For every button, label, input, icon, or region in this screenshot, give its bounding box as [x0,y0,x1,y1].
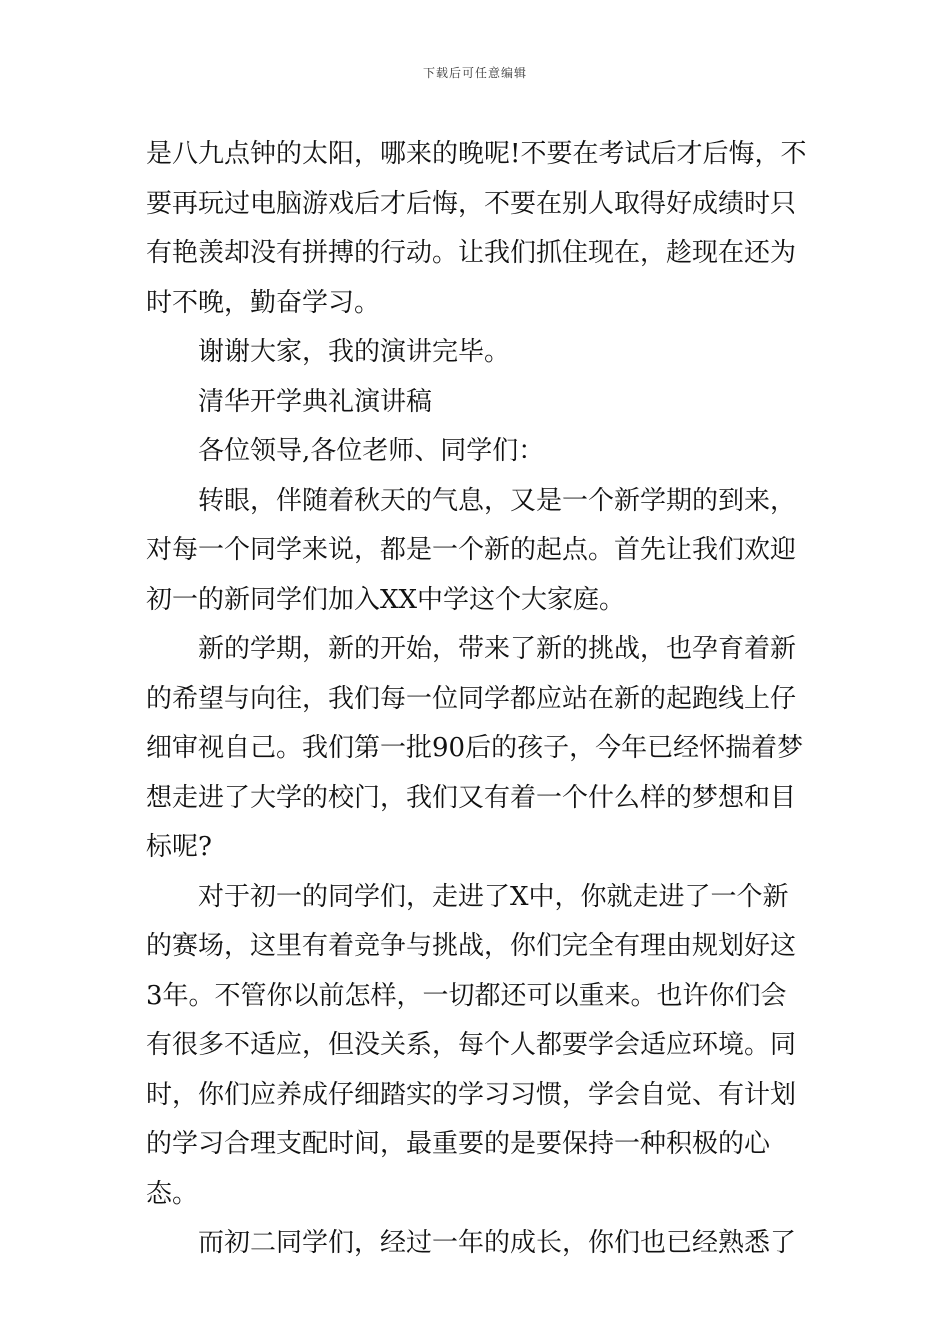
paragraph-2: 谢谢大家，我的演讲完毕。 [198,337,511,367]
document-body [146,130,810,1269]
paragraph-3-heading: 清华开学典礼演讲稿 [198,386,433,417]
paragraph-6: 新的学期，新的开始，带来了新的挑战，也孕育着新的希望与向往，我们每一位同学都应站在新的起跑线上仔细审视自己。我们第一批90后的孩子，今年已经怀揣着梦想走进了大学的校门，我们又有着一个什么样的梦想和目标呢? [146,634,804,862]
paragraph-1: 是八九点钟的太阳，哪来的晚呢!不要在考试后才后悔，不要再玩过电脑游戏后才后悔，不要在别人取得好成绩时只有艳羡却没有拼搏的行动。让我们抓住现在，趁现在还为时不晚，勤奋学习。 [146,139,807,318]
page-header-note: 下载后可任意编辑 [422,66,527,80]
paragraph-7: 对于初一的同学们，走进了X中，你就走进了一个新的赛场，这里有着竞争与挑战，你们完全有理由规划好这3年。不管你以前怎样，一切都还可以重来。也许你们会有很多不适应，但没关系，每个人都要学会适应环境。同时，你们应养成仔细踏实的学习习惯，学会自觉、有计划的学习合理支配时间，最重要的是要保持一种积极的心态。 [146,881,797,1209]
paragraph-5: 转眼，伴随着秋天的气息，又是一个新学期的到来，对每一个同学来说，都是一个新的起点。首先让我们欢迎初一的新同学们加入XX中学这个大家庭。 [146,485,797,615]
paragraph-4-salutation: 各位领导,各位老师、同学们： [198,436,545,466]
paragraph-8: 而初二同学们，经过一年的成长，你们也已经熟悉了 [198,1228,797,1258]
